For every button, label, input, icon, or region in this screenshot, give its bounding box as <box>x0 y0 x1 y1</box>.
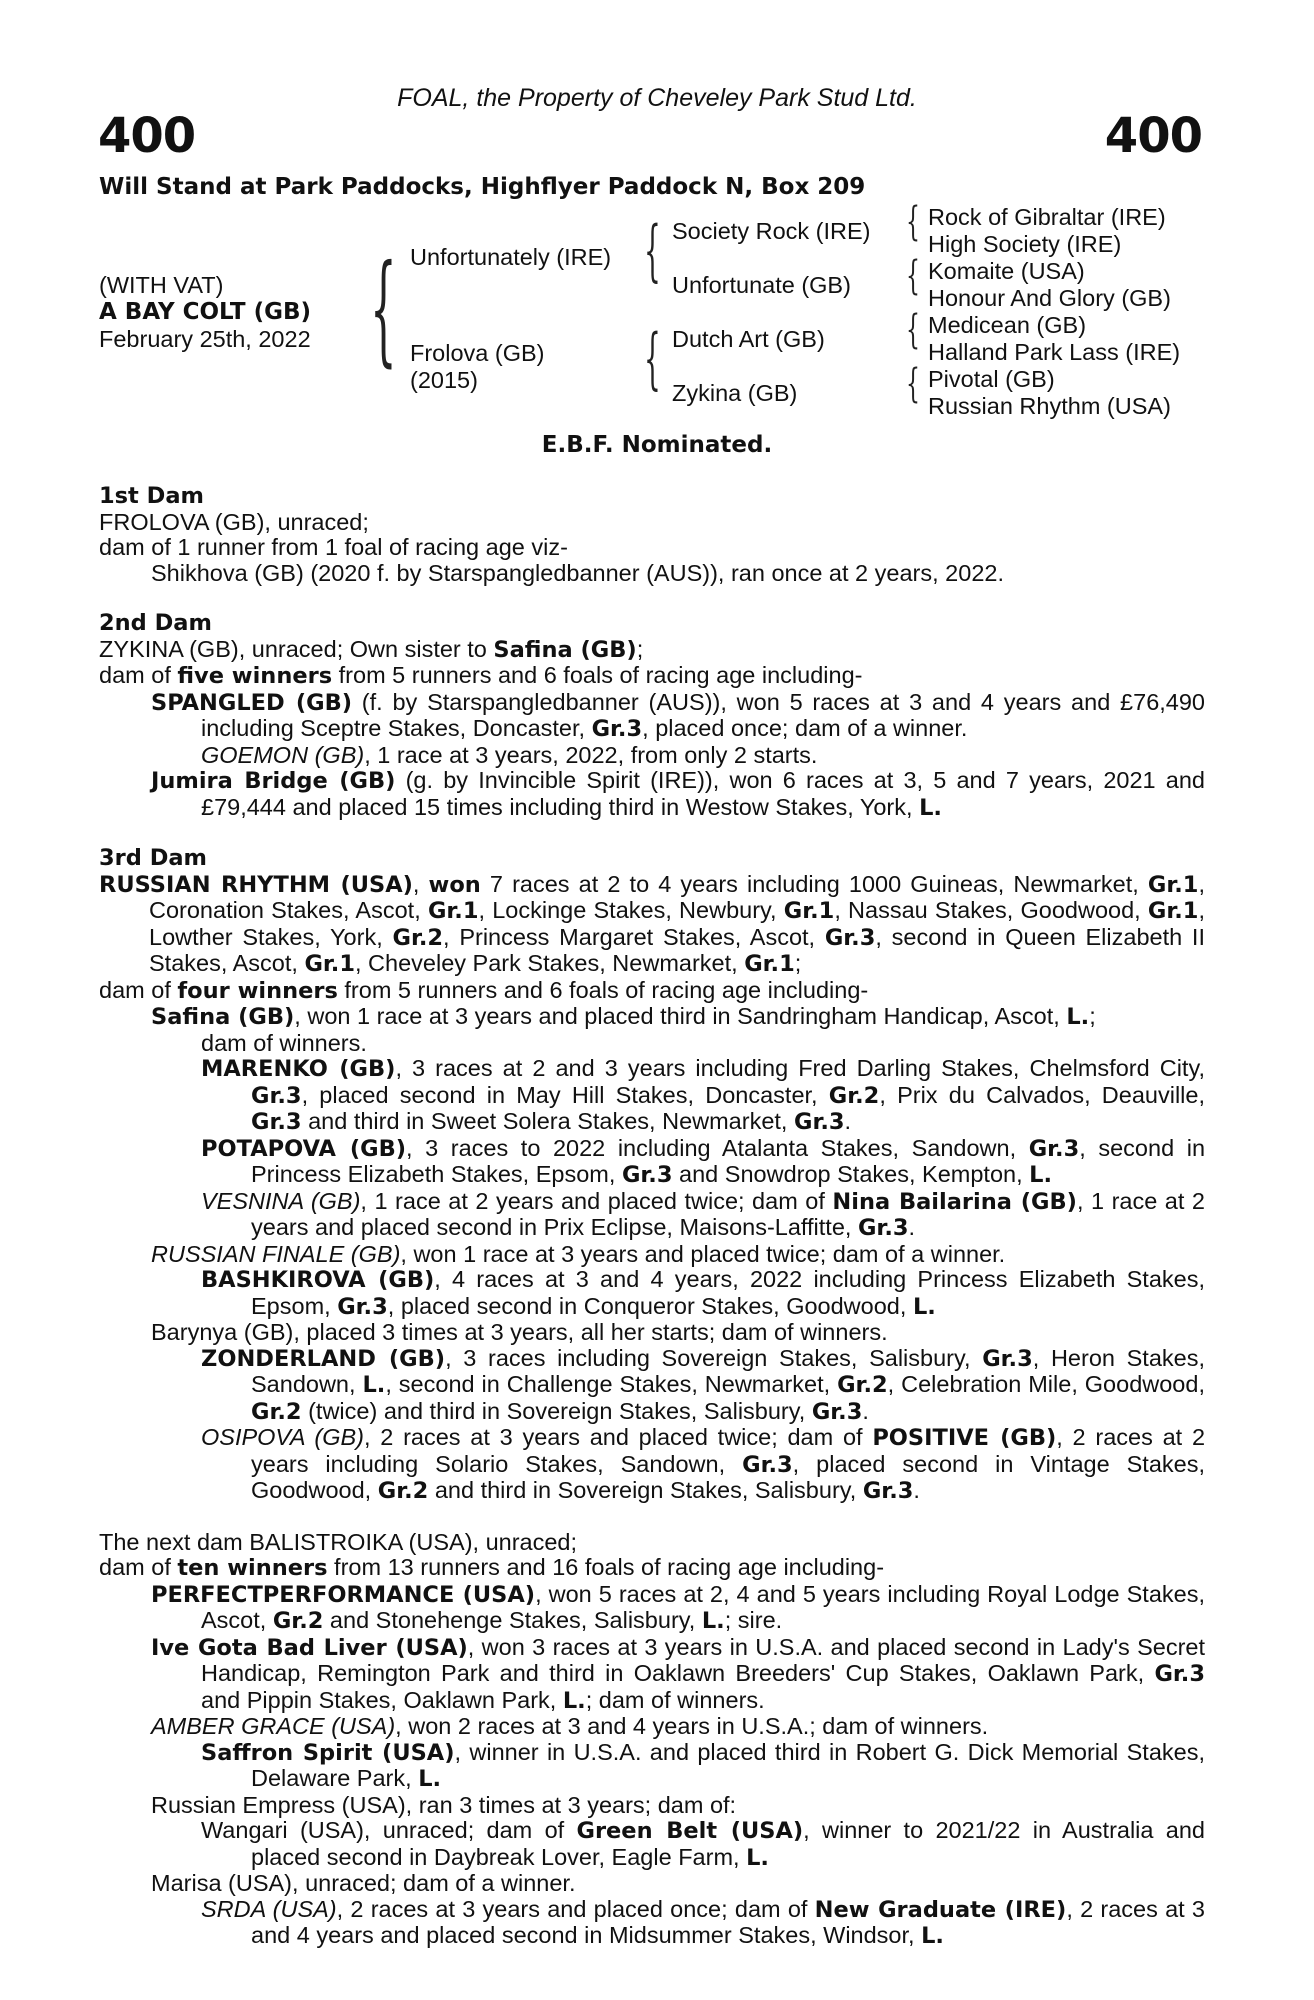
brace-g3-4: { <box>906 361 920 407</box>
subject-name: A BAY COLT (GB) <box>99 299 312 325</box>
gen3-6: Halland Park Lass (IRE) <box>928 339 1181 365</box>
progeny-entry: ZONDERLAND (GB), 3 races including Sovereign Stakes, Salisbury, Gr.3, Heron Stakes, Sandown, L., second in Challenge Stakes, Newmarket, Gr.2, Celebration Mile, Goodwood, Gr.2 (twice) and third in Sovereign Stakes, Salisbury, Gr.3. <box>201 1344 1206 1425</box>
gen2-dam-dam: Zykina (GB) <box>672 380 798 406</box>
section-heading-3rd-dam: 3rd Dam <box>99 845 207 871</box>
progeny-entry: Saffron Spirit (USA), winner in U.S.A. and placed third in Robert G. Dick Memorial Stakes, Delaware Park, L. <box>201 1738 1205 1792</box>
brace-sire-dam: { <box>370 240 397 379</box>
text-line: dam of four winners from 5 runners and 6 foals of racing age including- <box>99 976 869 1004</box>
progeny-entry: POTAPOVA (GB), 3 races to 2022 including Atalanta Stakes, Sandown, Gr.3, second in Princess Elizabeth Stakes, Epsom, Gr.3 and Snowdrop Stakes, Kempton, L. <box>201 1134 1206 1188</box>
gen3-1: Rock of Gibraltar (IRE) <box>928 204 1166 230</box>
progeny-entry: Safina (GB), won 1 race at 3 years and placed third in Sandringham Handicap, Ascot, L.; dam of winners. <box>151 1003 1096 1056</box>
brace-sire-line: { <box>644 212 661 289</box>
text-line: Shikhova (GB) (2020 f. by Starspangledbanner (AUS)), ran once at 2 years, 2022. <box>151 559 1004 586</box>
progeny-entry: RUSSIAN RHYTHM (USA), won 7 races at 2 to 4 years including 1000 Guineas, Newmarket, Gr.1, Coronation Stakes, Ascot, Gr.1, Lockinge Stakes, Newbury, Gr.1, Nassau Stakes, Goodwood, Gr.1, Lowther Stakes, York, Gr.2, Princess Margaret Stakes, Ascot, Gr.3, second in Queen Elizabeth II Stakes, Ascot, Gr.1, Cheveley Park Stakes, Newmarket, Gr.1; <box>99 870 1205 977</box>
ebf-nomination: E.B.F. Nominated. <box>541 432 773 458</box>
progeny-entry: Ive Gota Bad Liver (USA), won 3 races at 3 years in U.S.A. and placed second in Lady's Secret Handicap, Remington Park and third in Oaklawn Breeders' Cup Stakes, Oaklawn Park, Gr.3 and Pippin Stakes, Oaklawn Park, L.; dam of winners. <box>151 1633 1205 1714</box>
stand-location: Will Stand at Park Paddocks, Highflyer Paddock N, Box 209 <box>99 174 866 200</box>
gen3-7: Pivotal (GB) <box>928 366 1055 392</box>
gen3-4: Honour And Glory (GB) <box>928 285 1171 311</box>
progeny-entry: Barynya (GB), placed 3 times at 3 years, all her starts; dam of winners. <box>151 1319 888 1345</box>
progeny-entry: SRDA (USA), 2 races at 3 years and placed once; dam of New Graduate (IRE), 2 races at 3 and 4 years and placed second in Midsummer Stakes, Windsor, L. <box>201 1895 1205 1949</box>
gen2-sire-dam: Unfortunate (GB) <box>672 272 851 298</box>
progeny-entry: MARENKO (GB), 3 races at 2 and 3 years including Fred Darling Stakes, Chelmsford City, Gr.3, placed second in May Hill Stakes, Doncaster, Gr.2, Prix du Calvados, Deauville, Gr.3 and third in Sweet Solera Stakes, Newmarket, Gr.3. <box>201 1055 1205 1135</box>
brace-g3-3: { <box>906 307 920 353</box>
gen3-2: High Society (IRE) <box>928 231 1122 257</box>
gen2-dam-sire: Dutch Art (GB) <box>672 326 825 352</box>
brace-g3-1: { <box>906 199 920 245</box>
section-heading-1st-dam: 1st Dam <box>99 483 204 509</box>
catalogue-body <box>99 484 1205 1950</box>
dam: Frolova (GB) <box>410 340 545 366</box>
lot-number-left: 400 <box>98 108 196 164</box>
gen3-3: Komaite (USA) <box>928 258 1085 284</box>
text-line: FROLOVA (GB), unraced; <box>99 508 369 535</box>
text-line: dam of five winners from 5 runners and 6 foals of racing age including- <box>99 662 863 689</box>
sire: Unfortunately (IRE) <box>410 244 612 270</box>
vat-note: (WITH VAT) <box>99 272 224 298</box>
progeny-entry: OSIPOVA (GB), 2 races at 3 years and placed twice; dam of POSITIVE (GB), 2 races at 2 years including Solario Stakes, Sandown, Gr.3, placed second in Vintage Stakes, Goodwood, Gr.2 and third in Sovereign Stakes, Salisbury, Gr.3. <box>201 1424 1206 1504</box>
gen3-5: Medicean (GB) <box>928 312 1087 338</box>
text-line: dam of ten winners from 13 runners and 16 foals of racing age including- <box>99 1554 885 1581</box>
gen2-sire-sire: Society Rock (IRE) <box>672 218 871 244</box>
dam-year: (2015) <box>410 367 478 393</box>
progeny-entry: RUSSIAN FINALE (GB), won 1 race at 3 years and placed twice; dam of a winner. <box>151 1240 1006 1267</box>
text-line: dam of 1 runner from 1 foal of racing age viz- <box>99 534 568 560</box>
progeny-entry: BASHKIROVA (GB), 4 races at 3 and 4 years, 2022 including Princess Elizabeth Stakes, Epsom, Gr.3, placed second in Conqueror Stakes, Goodwood, L. <box>201 1266 1206 1320</box>
progeny-entry: Wangari (USA), unraced; dam of Green Belt (USA), winner to 2021/22 in Australia and placed second in Daybreak Lover, Eagle Farm, L. <box>201 1817 1206 1871</box>
brace-dam-line: { <box>644 320 661 397</box>
brace-g3-2: { <box>906 253 920 299</box>
gen3-8: Russian Rhythm (USA) <box>928 393 1171 419</box>
pedigree-table <box>0 200 1314 430</box>
section-heading-2nd-dam: 2nd Dam <box>99 610 212 636</box>
foaling-date: February 25th, 2022 <box>99 326 311 352</box>
progeny-entry: PERFECTPERFORMANCE (USA), won 5 races at 2, 4 and 5 years including Royal Lodge Stakes, Ascot, Gr.2 and Stonehenge Stakes, Salisbury, L.; sire. <box>151 1580 1205 1634</box>
progeny-entry: Russian Empress (USA), ran 3 times at 3 years; dam of: <box>151 1791 737 1818</box>
lot-number-right: 400 <box>1104 108 1202 164</box>
progeny-entry: Marisa (USA), unraced; dam of a winner. <box>151 1870 576 1896</box>
progeny-entry: Jumira Bridge (GB) (g. by Invincible Spirit (IRE)), won 6 races at 3, 5 and 7 years, 2021 and £79,444 and placed 15 times including third in Westow Stakes, York, L. <box>151 767 1205 821</box>
progeny-entry: GOEMON (GB), 1 race at 3 years, 2022, from only 2 starts. <box>201 741 818 768</box>
progeny-entry: SPANGLED (GB) (f. by Starspangledbanner (AUS)), won 5 races at 3 and 4 years and £76,490 including Sceptre Stakes, Doncaster, Gr.3, placed once; dam of a winner. <box>151 688 1205 742</box>
text-line: ZYKINA (GB), unraced; Own sister to Safina (GB); <box>99 635 644 663</box>
progeny-entry: VESNINA (GB), 1 race at 2 years and placed twice; dam of Nina Bailarina (GB), 1 race at 2 years and placed second in Prix Eclipse, Maisons-Laffitte, Gr.3. <box>201 1187 1205 1241</box>
catalogue-header: FOAL, the Property of Cheveley Park Stud Ltd. <box>397 84 917 112</box>
progeny-entry: AMBER GRACE (USA), won 2 races at 3 and 4 years in U.S.A.; dam of winners. <box>151 1713 989 1739</box>
text-line: The next dam BALISTROIKA (USA), unraced; <box>99 1528 578 1555</box>
